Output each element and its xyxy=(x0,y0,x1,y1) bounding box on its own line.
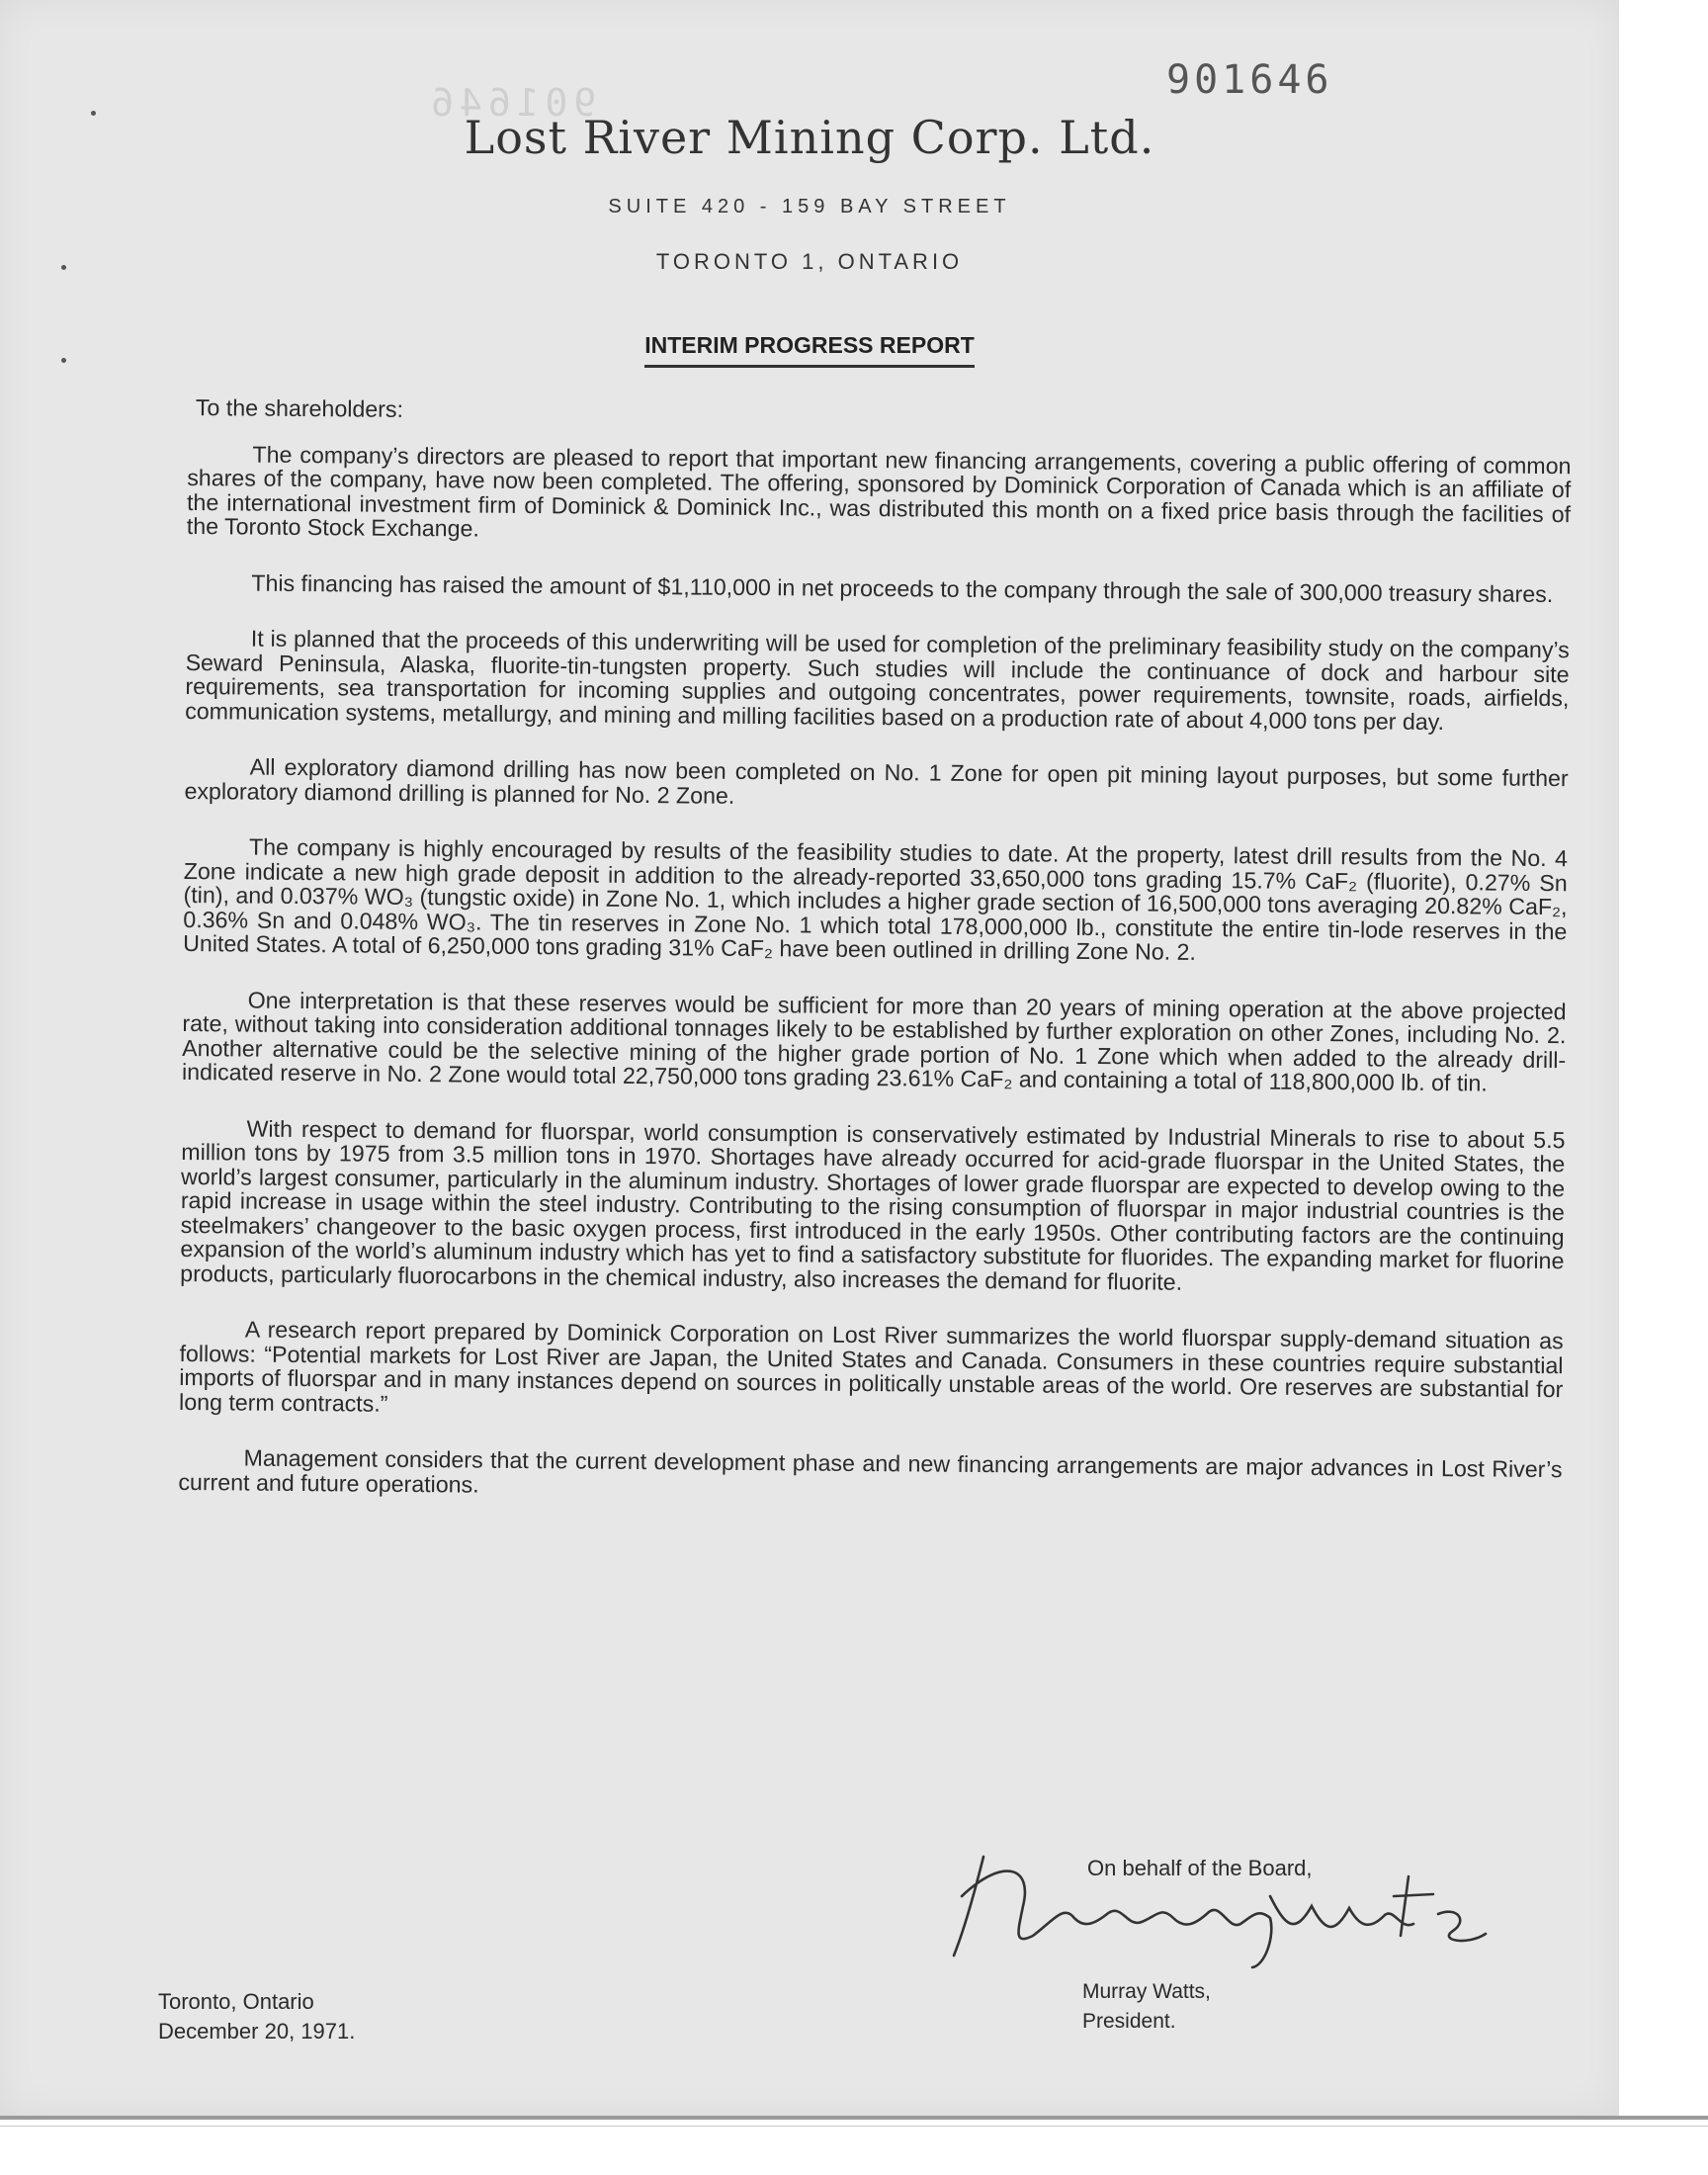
closing-text: On behalf of the Board, xyxy=(1087,1856,1313,1880)
address-line-2: TORONTO 1, ONTARIO xyxy=(655,249,964,274)
paragraph: This financing has raised the amount of $1,110,000 in net proceeds to the company through the sale of 300,000 treasury shares. xyxy=(251,569,1554,607)
report-title: INTERIM PROGRESS REPORT xyxy=(644,332,975,368)
paragraph: All exploratory diamond drilling has now been completed on No. 1 Zone for open pit mining layout purposes, but some further exploratory diamond drilling is planned for No. 2 Zone. xyxy=(184,753,1569,809)
signer-title: President. xyxy=(1082,2010,1176,2033)
scan-edge xyxy=(0,2116,1708,2120)
scan-edge-secondary xyxy=(0,2126,1708,2127)
handwritten-signature xyxy=(944,1837,1497,1975)
paragraph: The company’s directors are pleased to report that important new financing arrangements, covering a public offering of common shares of the company, have now been completed. The offering, sponsored by Dominick Corporation of Canada which is an affiliate of the international investment firm of Dominick & Dominick Inc., was distributed this month on a fixed price basis through the facilities of the Toronto Stock Exchange. xyxy=(186,441,1572,542)
company-name: Lost River Mining Corp. Ltd. xyxy=(464,111,1155,164)
paragraph: The company is highly encouraged by results of the feasibility studies to date. At the property, latest drill results from the No. 4 Zone indicate a new high grade deposit in addition to the already-reported 33,650,000 tons grading 15.7% CaF₂ (fluorite), 0.27% Sn (tin), and 0.037% WO₃ (tungstic oxide) in Zone No. 1, which includes a higher grade section of 16,500,000 tons averaging 20.82% CaF₂, 0.36% Sn and 0.048% WO₃. The tin reserves in Zone No. 1 which total 178,000,000 lb., constitute the entire tin-lode reserves in the United States. A total of 6,250,000 tons grading 31% CaF₂ have been outlined in drilling Zone No. 2. xyxy=(183,833,1569,965)
file-number-stamp: 901646 xyxy=(1166,57,1333,103)
paragraph: One interpretation is that these reserves would be sufficient for more than 20 years of mining operation at the above projected rate, without taking into consideration additional tonnages likely to be established by further exploration on other Zones, including No. 2. Another alternative could be the selective mining of the higher grade portion of No. 1 Zone which when added to the already drill-indicated reserve in No. 2 Zone would total 22,750,000 tons grading 23.61% CaF₂ and containing a total of 118,800,000 lb. of tin. xyxy=(181,987,1567,1096)
letter-body xyxy=(178,395,1572,1537)
bleed-through-number: 901646 xyxy=(425,81,597,125)
paragraph: A research report prepared by Dominick Corporation on Lost River summarizes the world fluorspar supply-demand situation as follows: “Potential markets for Lost River are Japan, the United States and Canada. Consumers in these countries require substantial imports of fluorspar and in many instances depend on sources in politically unstable areas of the world. Ore reserves are substantial for long term contracts.” xyxy=(179,1316,1564,1417)
report-title-container xyxy=(0,332,1619,368)
signer-block xyxy=(1082,1977,1211,2037)
signer-name: Murray Watts, xyxy=(1082,1980,1211,2003)
address-line-1: SUITE 420 - 159 BAY STREET xyxy=(608,196,1011,218)
paragraph: With respect to demand for fluorspar, world consumption is conservatively estimated by Industrial Minerals to rise to about 5.5 million tons by 1975 from 3.5 million tons in 1970. Shortages have already occurred for acid-grade fluorspar in the United States, the world’s largest consumer, particularly in the aluminum industry. Shortages of lower grade fluorspar are expected to develop owing to the rapid increase in usage within the steel industry. Contributing to the rising consumption of fluorspar in major industrial countries is the steelmakers’ changeover to the basic oxygen process, first introduced in the early 1950s. Other contributing factors are the continuing expansion of the world’s aluminum industry which has yet to find a satisfactory substitute for fluorides. The expanding market for fluorine products, particularly fluorocarbons in the chemical industry, also increases the demand for fluorite. xyxy=(180,1115,1566,1295)
place: Toronto, Ontario xyxy=(158,1989,314,2014)
paragraph: Management considers that the current development phase and new financing arrangements are major advances in Lost River’s current and future operations. xyxy=(178,1444,1563,1498)
paragraph: It is planned that the proceeds of this underwriting will be used for completion of the preliminary feasibility study on the company’s Seward Peninsula, Alaska, fluorite-tin-tungsten property. Such studies will include the continuance of dock and harbour site requirements, sea transportation for incoming supplies and outgoing concentrates, power requirements, townsite, roads, airfields, communication systems, metallurgy, and mining and milling facilities based on a production rate of about 4,000 tons per day. xyxy=(185,625,1570,735)
salutation: To the shareholders: xyxy=(195,394,404,422)
date: December 20, 1971. xyxy=(158,2019,356,2044)
place-date-block xyxy=(158,1987,355,2046)
